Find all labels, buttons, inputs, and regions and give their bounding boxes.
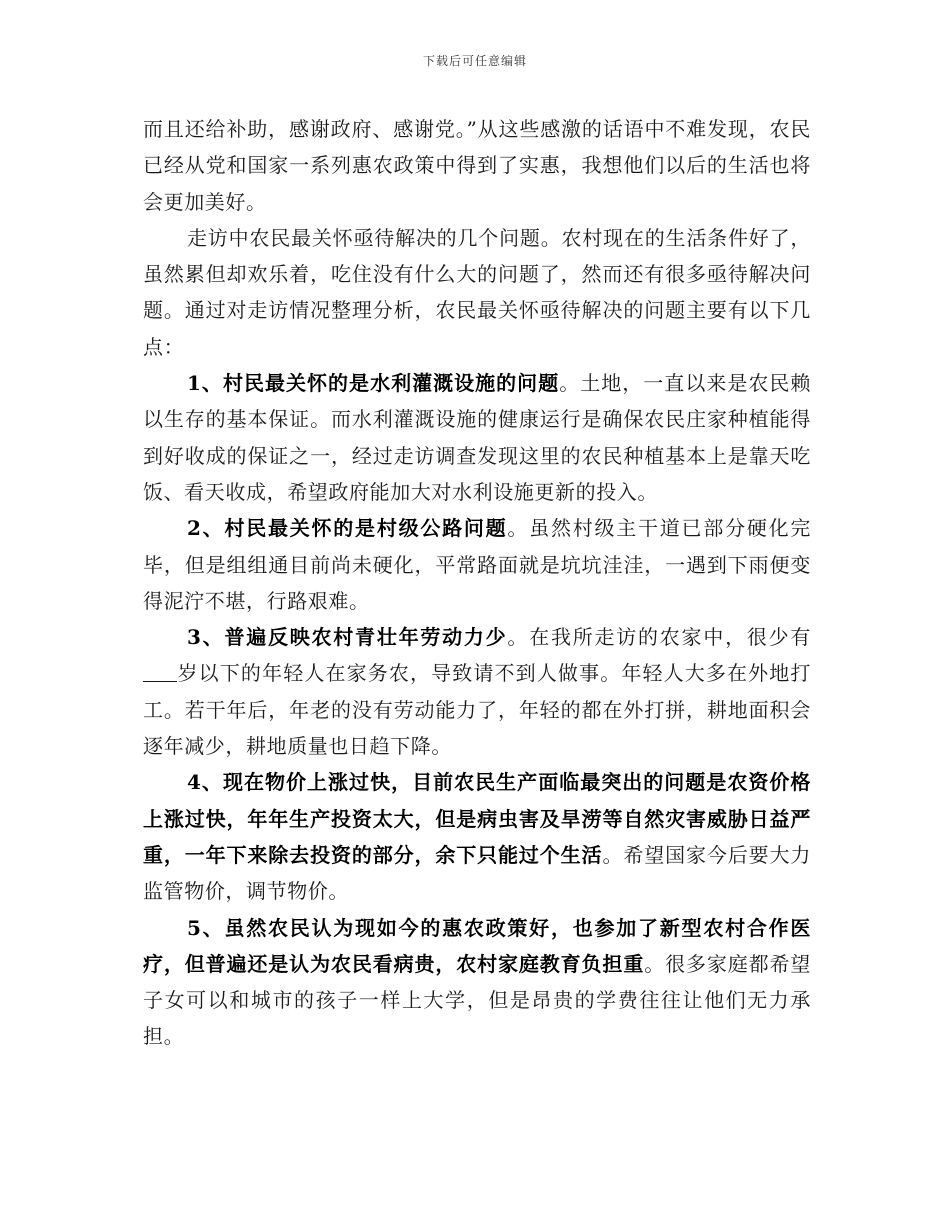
issue-body-irrigation: 。土地，一直以来是农民赖以生存的基本保证。而水利灌溉设施的健康运行是确保农民庄家种植能得到好收成的保证之一，经过走访调查发现这里的农民种植基本上是靠天吃饭、看天收成，希望政府能加大对水利设施更新的投入。 [143, 371, 812, 504]
paragraph-issue-prices [143, 764, 811, 909]
paragraph-survey-issues: 走访中农民最关怀亟待解决的几个问题。农村现在的生活条件好了，虽然累但却欢乐着，吃住没有什么大的问题了，然而还有很多亟待解决问题。通过对走访情况整理分析，农民最关怀亟待解决的问题主要有以下几点： [143, 225, 811, 359]
issue-body-labor-part1: 。在我所走访的农家中，很少有 [507, 625, 811, 650]
paragraph-issue-irrigation [143, 365, 811, 510]
paragraph-issue-health-education [143, 910, 811, 1055]
issue-heading-health-education: 5、虽然农民认为现如今的惠农政策好，也参加了新型农村合作医疗，但普遍还是认为农民看病贵，农村家庭教育负担重 [143, 915, 811, 976]
page-header: 下载后可任意编辑 [422, 54, 527, 68]
issue-heading-labor: 3、普遍反映农村青壮年劳动力少 [187, 625, 508, 650]
issue-body-health-education: 。很多家庭都希望子女可以和城市的孩子一样上大学，但是昂贵的学费往往让他们无力承担。 [143, 951, 811, 1049]
fill-in-blank [143, 663, 177, 682]
paragraph-issue-roads [143, 510, 811, 619]
document-body [143, 111, 811, 1055]
issue-heading-irrigation: 1、村民最关怀的是水利灌溉设施的问题 [187, 371, 560, 396]
issue-body-roads: 。虽然村级主干道已部分硬化完毕，但是组组通目前尚未硬化，平常路面就是坑坑洼洼，一遇到下雨便变得泥泞不堪，行路艰难。 [143, 516, 811, 613]
issue-heading-prices: 4、现在物价上涨过快，目前农民生产面临最突出的问题是农资价格上涨过快，年年生产投资太大，但是病虫害及旱涝等自然灾害威胁日益严重，一年下来除去投资的部分，余下只能过个生活 [143, 770, 811, 867]
issue-body-prices: 。希望国家今后要大力监管物价，调节物价。 [143, 842, 812, 904]
issue-body-labor-part2: 岁以下的年轻人在家务农，导致请不到人做事。年轻人大多在外地打工。若干年后，年老的没有劳动能力了，年轻的都在外打拼，耕地面积会逐年减少，耕地质量也日趋下降。 [143, 661, 811, 759]
paragraph-intro-continuation: 而且还给补助，感谢政府、感谢党。”从这些感激的话语中不难发现，农民已经从党和国家一系列惠农政策中得到了实惠，我想他们以后的生活也将会更加美好。 [143, 117, 811, 214]
paragraph-issue-labor [143, 619, 811, 764]
issue-heading-roads: 2、村民最关怀的是村级公路问题 [187, 516, 508, 541]
